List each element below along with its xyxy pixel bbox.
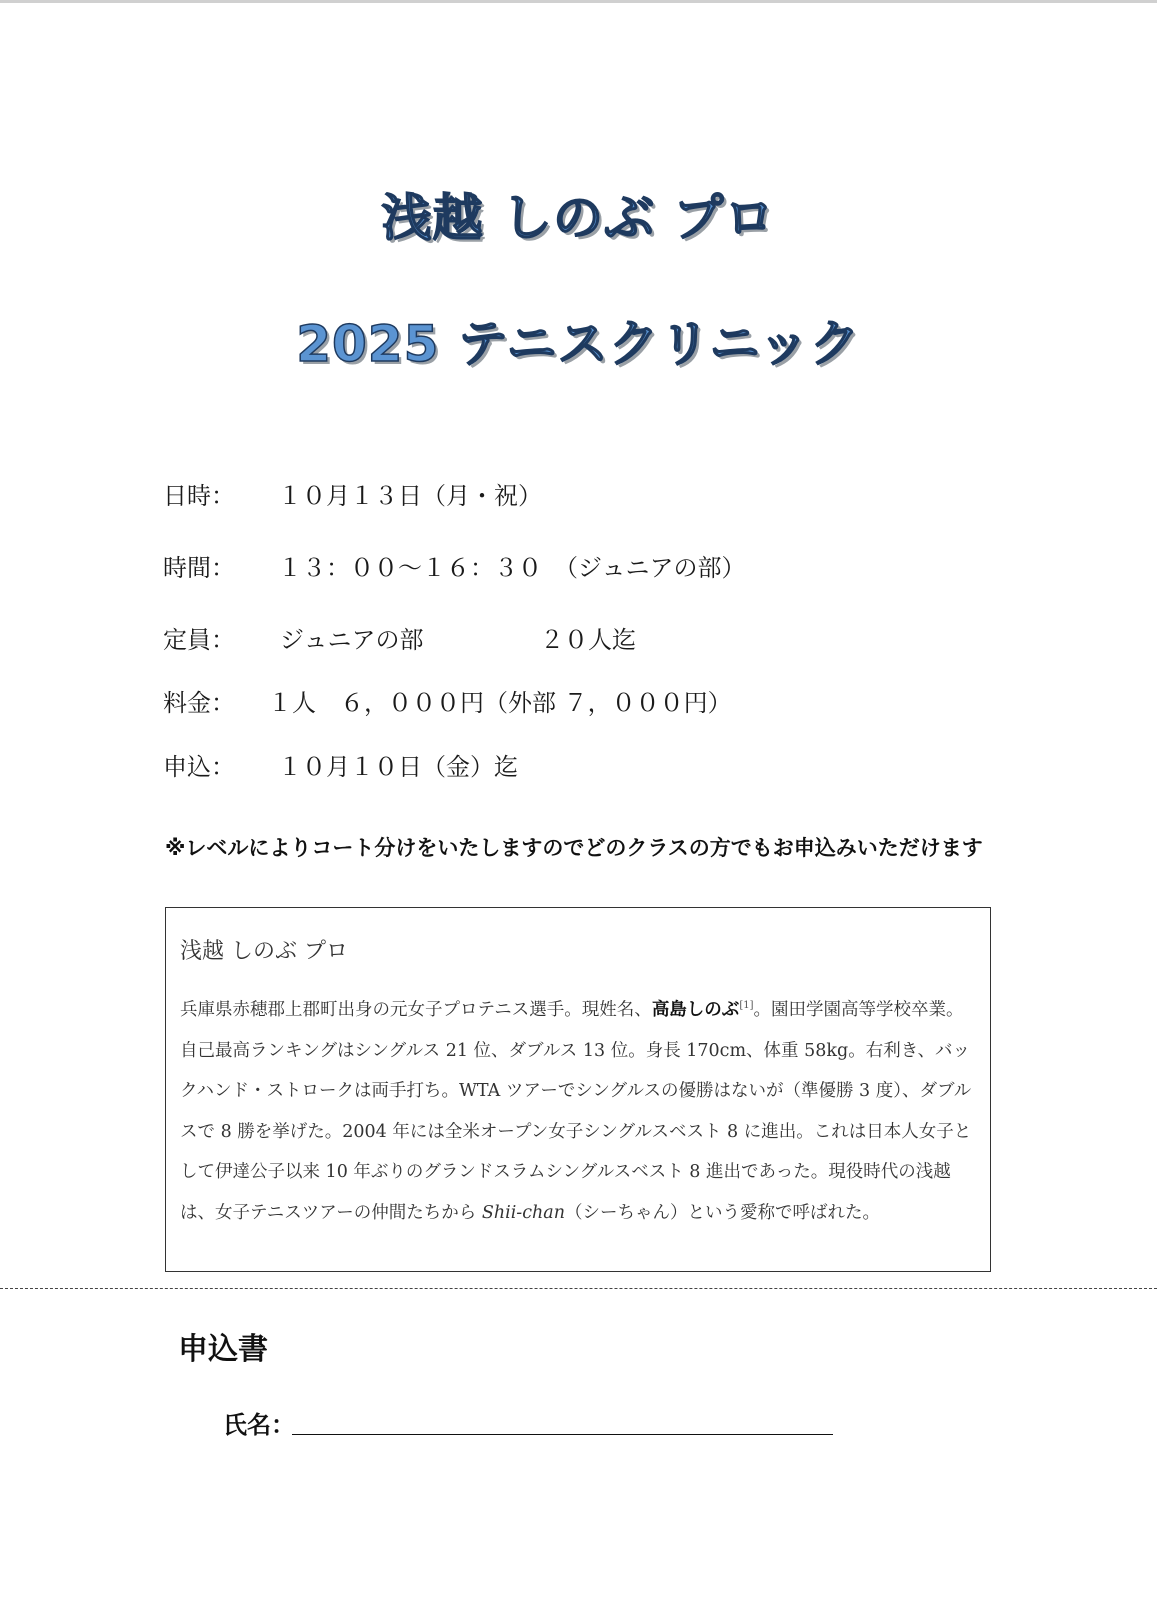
page-title-line-1: 浅越 しのぶ プロ	[381, 189, 776, 247]
profile-married-name: 高島しのぶ	[651, 1000, 740, 1020]
detail-value: １０月１０日（金）迄	[278, 753, 518, 781]
detail-row-capacity	[163, 620, 636, 655]
detail-value-secondary: ２０人迄	[540, 626, 636, 654]
profile-text	[180, 990, 980, 1233]
footnote-link[interactable]: [1]	[739, 1000, 754, 1012]
profile-text-intro: 兵庫県赤穂郡上郡町出身の元女子プロテニス選手。現姓名、	[180, 1000, 652, 1020]
detail-label: 時間：	[163, 554, 235, 582]
name-field-line[interactable]	[292, 1434, 833, 1435]
profile-text-body: 。園田学園高等学校卒業。自己最高ランキングはシングルス 21 位、ダブルス 13 位。身長 170cm、体重 58kg。右利き、バックハンド・ストロークは両手打ち。WTA ツアーでシングルスの優勝はないが（準優勝 3 度）、ダブルスで 8 勝を挙げた。2004 年には全米オープン女子シングルスベスト 8 に進出。これは日本人女子として伊達公子以来 10 年ぶりのグランドスラムシングルスベスト 8 進出であった。現役時代の浅越は、女子テニスツアーの仲間たちから	[180, 1000, 972, 1223]
detail-row-fee	[163, 683, 732, 718]
detail-row-date	[163, 476, 542, 511]
detail-row-application	[163, 747, 518, 782]
profile-text-end: （シーちゃん）という愛称で呼ばれた。	[565, 1202, 880, 1223]
profile-box	[165, 907, 991, 1272]
detail-label: 日時：	[163, 482, 235, 510]
name-field-label: 氏名：	[223, 1411, 295, 1439]
profile-nickname: Shii-chan	[481, 1202, 565, 1223]
detail-label: 申込：	[163, 753, 235, 781]
page-title-line-2: 2025 テニスクリニック	[296, 315, 861, 373]
cut-line	[0, 1288, 1157, 1289]
level-note: ※レベルによりコート分けをいたしますのでどのクラスの方でもお申込みいただけます	[165, 836, 983, 860]
detail-label: 定員：	[163, 626, 235, 654]
detail-value: ジュニアの部	[280, 626, 424, 654]
profile-title: 浅越 しのぶ プロ	[180, 939, 348, 964]
detail-label: 料金：	[163, 689, 235, 717]
detail-value: １人 ６，０００円（外部 ７，０００円）	[268, 689, 732, 717]
detail-value: １３：００～１６：３０ （ジュニアの部）	[278, 554, 746, 582]
page-top-edge	[0, 0, 1157, 3]
detail-row-time	[163, 548, 746, 583]
detail-value: １０月１３日（月・祝）	[278, 482, 542, 510]
form-title: 申込書	[178, 1332, 268, 1367]
